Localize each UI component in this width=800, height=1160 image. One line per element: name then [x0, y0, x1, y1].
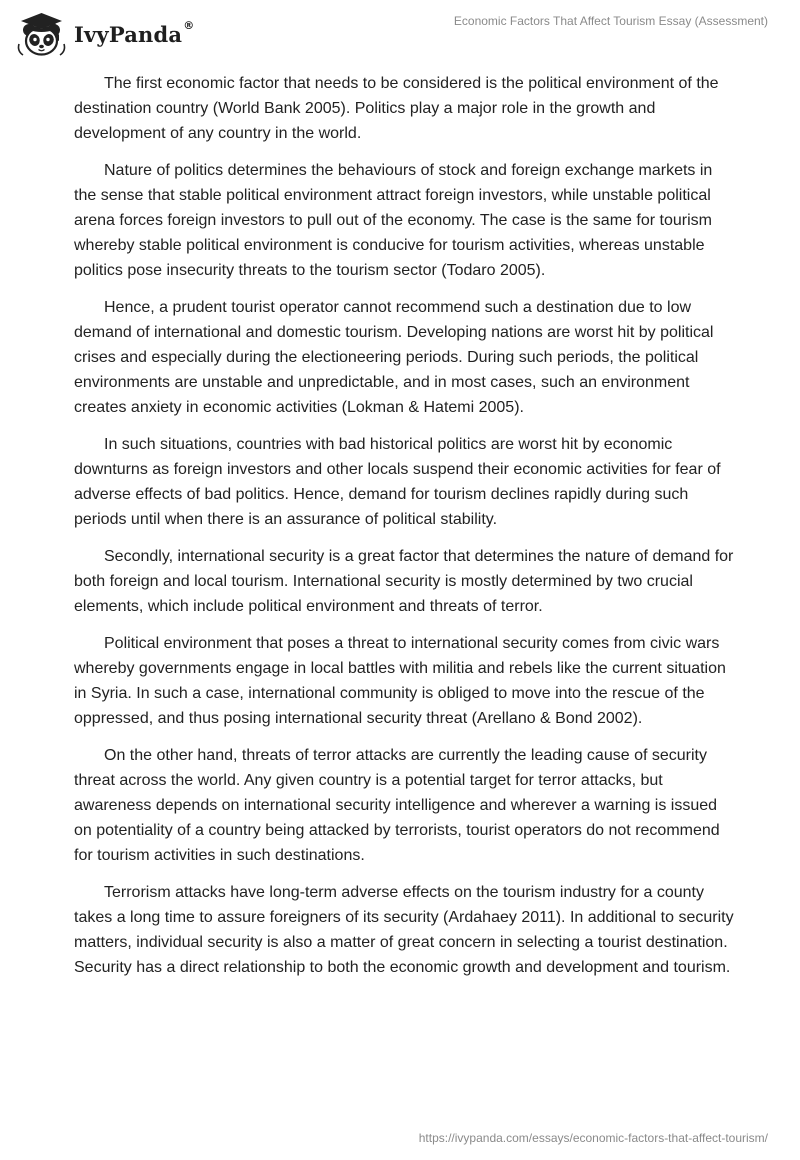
document-title: Economic Factors That Affect Tourism Essay (Assessment): [453, 14, 768, 28]
brand-name: IvyPanda®: [74, 18, 195, 47]
registered-mark: ®: [183, 18, 195, 32]
page-header: [0, 0, 800, 62]
panda-graduate-icon: [14, 8, 70, 58]
paragraph: The first economic factor that needs to be considered is the political environment of the destination country (World Bank 2005). Politics play a major role in the growth and development of any country in the world.: [74, 75, 719, 142]
paragraph: Terrorism attacks have long-term adverse effects on the tourism industry for a county takes a long time to assure foreigners of its security (Ardahaey 2011). In additional to security matters, individual security is also a matter of great concern in selecting a tourist destination. Security has a direct relationship to both the economic growth and development and tourism.: [74, 884, 734, 976]
paragraph: Secondly, international security is a great factor that determines the nature of demand for both foreign and local tourism. International security is mostly determined by two crucial elements, which include political environment and threats of terror.: [74, 548, 734, 615]
brand-logo[interactable]: [14, 8, 194, 58]
paragraph: Hence, a prudent tourist operator cannot recommend such a destination due to low demand of international and domestic tourism. Developing nations are worst hit by political crises and especially during the electioneering periods. During such periods, the political environments are unstable and unpredictable, and in most cases, such an environment creates anxiety in economic activities (Lokman & Hatemi 2005).: [74, 299, 714, 416]
paragraph: Nature of politics determines the behaviours of stock and foreign exchange markets in the sense that stable political environment attract foreign investors, while unstable political arena forces foreign investors to pull out of the economy. The case is the same for tourism whereby stable political environment is conducive for tourism activities, whereas unstable politics pose insecurity threats to the tourism sector (Todaro 2005).: [74, 162, 713, 279]
essay-body: [74, 71, 734, 992]
paragraph: Political environment that poses a threat to international security comes from civic wars whereby governments engage in local battles with militia and rebels like the current situation in Syria. In such a case, international community is obliged to move into the rescue of the oppressed, and thus posing international security threat (Arellano & Bond 2002).: [74, 635, 726, 727]
source-url[interactable]: https://ivypanda.com/essays/economic-factors-that-affect-tourism/: [418, 1131, 768, 1145]
paragraph: On the other hand, threats of terror attacks are currently the leading cause of security threat across the world. Any given country is a potential target for terror attacks, but awareness depends on international security intelligence and wherever a warning is issued on potentiality of a country being attacked by terrorists, tourist operators do not recommend for tourism activities in such destinations.: [74, 747, 720, 864]
paragraph: In such situations, countries with bad historical politics are worst hit by economic downturns as foreign investors and other locals suspend their economic activities for fear of adverse effects of bad politics. Hence, demand for tourism declines rapidly during such periods until when there is an assurance of political stability.: [74, 436, 721, 528]
